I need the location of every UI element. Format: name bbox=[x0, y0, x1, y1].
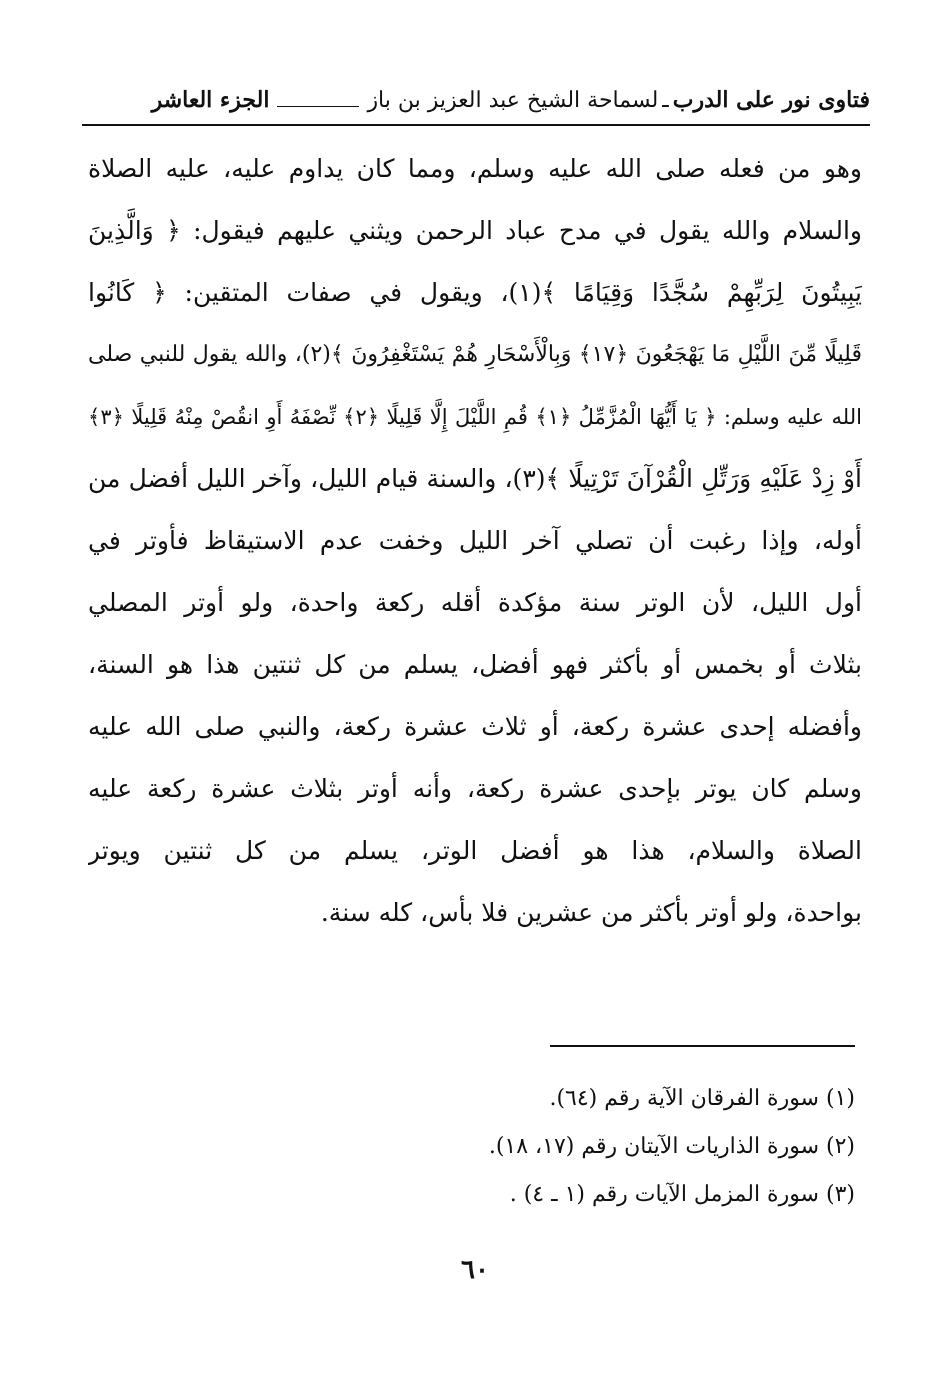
header-series-title: فتاوى نور على الدرب bbox=[672, 87, 870, 113]
body-line: والسلام والله يقول في مدح عباد الرحمن ويثني عليهم فيقول: ﴿ وَالَّذِينَ bbox=[88, 216, 862, 245]
body-line: الله عليه وسلم: ﴿ يَا أَيُّهَا الْمُزَّمِّلُ ﴿١﴾ قُمِ اللَّيْلَ إِلَّا قَلِيلًا ﴿٢﴾ نِّصْفَهُ أَوِ انقُصْ مِنْهُ قَلِيلًا ﴿٣﴾ bbox=[88, 405, 862, 429]
body-line: بواحدة، ولو أوتر بأكثر من عشرين فلا بأس، كله سنة. bbox=[320, 898, 862, 927]
body-line: أَوْ زِدْ عَلَيْهِ وَرَتِّلِ الْقُرْآنَ تَرْتِيلًا ﴾(٣)، والسنة قيام الليل، وآخر الليل أفضل من bbox=[88, 464, 862, 493]
header-rule bbox=[82, 124, 870, 126]
footnote: (١) سورة الفرقان الآية رقم (٦٤). bbox=[549, 1086, 855, 1111]
header-author: لسماحة الشيخ عبد العزيز بن باز bbox=[367, 87, 659, 113]
running-header bbox=[82, 80, 870, 120]
body-line: يَبِيتُونَ لِرَبِّهِمْ سُجَّدًا وَقِيَامًا ﴾(١)، ويقول في صفات المتقين: ﴿ كَانُوا bbox=[88, 278, 862, 307]
body-line: أول الليل، لأن الوتر سنة مؤكدة أقله ركعة واحدة، ولو أوتر المصلي bbox=[88, 588, 862, 617]
header-dash-line bbox=[277, 106, 359, 107]
footnote: (٣) سورة المزمل الآيات رقم (١ ـ ٤) . bbox=[509, 1182, 855, 1207]
body-line: وأفضله إحدى عشرة ركعة، أو ثلاث عشرة ركعة، والنبي صلى الله عليه bbox=[88, 712, 862, 741]
body-text bbox=[88, 138, 862, 944]
body-line: أوله، وإذا رغبت أن تصلي آخر الليل وخفت عدم الاستيقاظ فأوتر في bbox=[88, 526, 862, 555]
body-line: قَلِيلًا مِّنَ اللَّيْلِ مَا يَهْجَعُونَ ﴿١٧﴾ وَبِالْأَسْحَارِ هُمْ يَسْتَغْفِرُونَ ﴾(٢)، والله يقول للنبي صلى bbox=[88, 342, 862, 367]
footnotes bbox=[380, 1075, 855, 1219]
body-line: الصلاة والسلام، هذا هو أفضل الوتر، يسلم من كل ثنتين ويوتر bbox=[88, 836, 862, 865]
footnote-rule bbox=[550, 1045, 855, 1047]
footnote: (٢) سورة الذاريات الآيتان رقم (١٧، ١٨). bbox=[488, 1134, 855, 1159]
body-line: وهو من فعله صلى الله عليه وسلم، ومما كان يداوم عليه، عليه الصلاة bbox=[88, 154, 862, 183]
body-line: وسلم كان يوتر بإحدى عشرة ركعة، وأنه أوتر بثلاث عشرة ركعة عليه bbox=[88, 774, 862, 803]
page-number: ٦٠ bbox=[461, 1255, 489, 1285]
header-separator: ـ bbox=[662, 87, 669, 113]
body-line: بثلاث أو بخمس أو بأكثر فهو أفضل، يسلم من كل ثنتين هذا هو السنة، bbox=[88, 650, 862, 679]
header-volume: الجزء العاشر bbox=[151, 87, 270, 113]
